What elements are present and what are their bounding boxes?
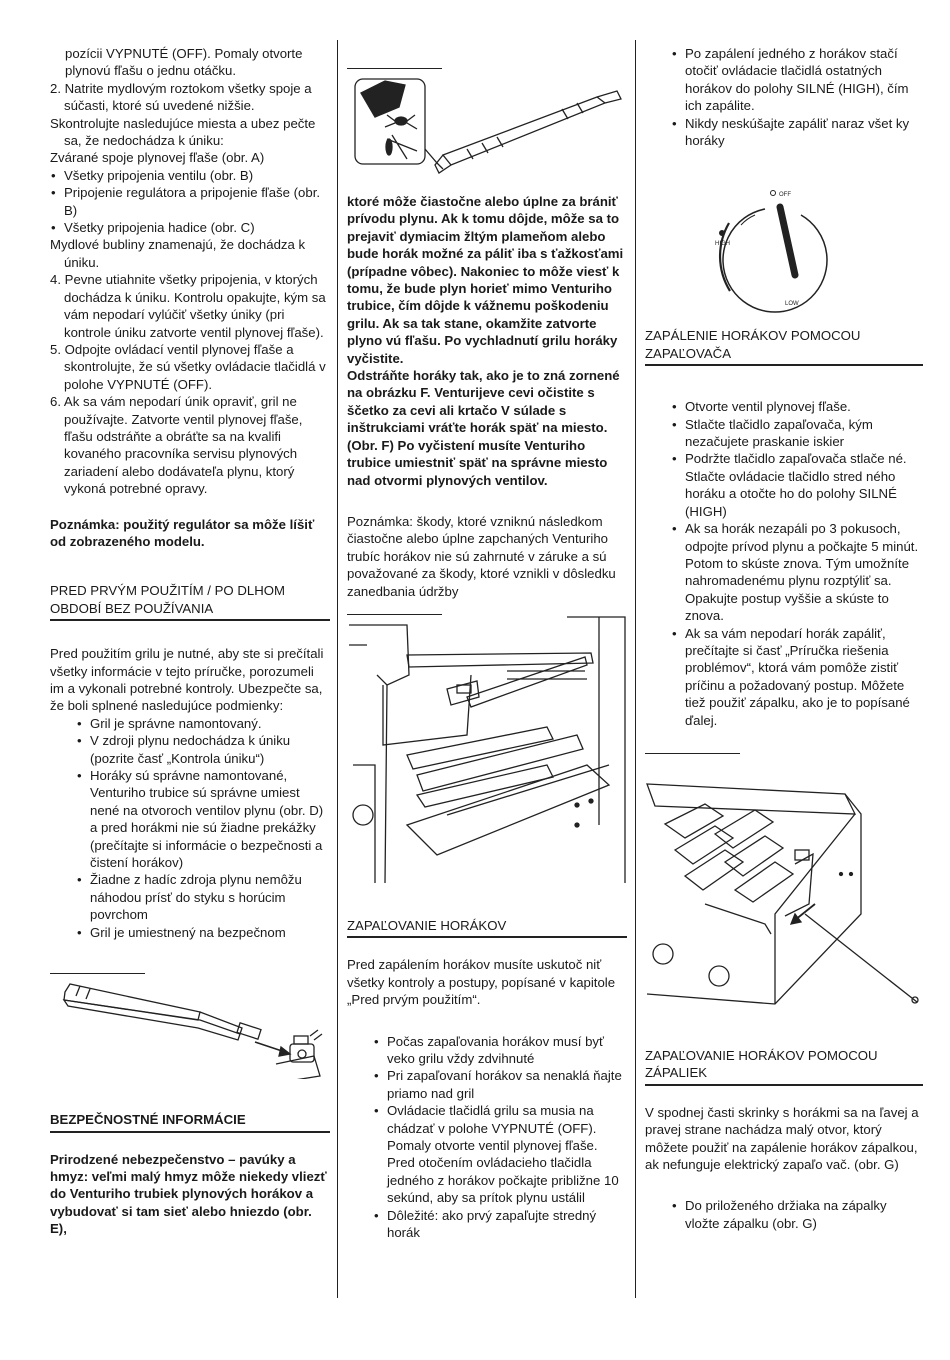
knob-low-label: LOW [785, 301, 799, 308]
figure-control-knob [645, 163, 923, 313]
first-use-intro: Pred použitím grilu je nutné, aby ste si prečítali všetky informácie v tejto príručke, porozumeli im a vykonali potrebné kontroly. Ubezpečte sa, že boli splnené nasledujúce podmienky: [50, 646, 324, 714]
welded-joints: Zvárané spoje plynovej fľaše (obr. A) [50, 150, 265, 166]
check-intro: Skontrolujte nasledujúce miesta a ubez pečte sa, že nedochádza k úniku: [50, 115, 316, 149]
checks-list [50, 167, 330, 237]
step5: 5. Odpojte ovládací ventil plynovej fľaše a skontrolujte, že sú všetky ovládacie tlačidlá v polohe VYPNUTÉ (OFF). [50, 341, 326, 392]
knob-off-label: OFF [779, 192, 791, 199]
list-item: • Všetky pripojenia hadice (obr. C) [50, 219, 330, 236]
figure-g-match-holder [645, 754, 923, 1029]
list-item: • Ak sa vám nepodarí horák zapáliť, prečítajte si časť „Príručka riešenia problémov“, ktorá vám pomôže zistiť príčinu a požadovaný postup. Môžete tiež použiť zápalku, ako je to popísané ďalej. [671, 625, 923, 729]
regulator-note: Poznámka: použitý regulátor sa môže líšiť od zobrazeného modelu. [50, 516, 315, 549]
list-item: • Horáky sú správne namontované, Venturiho trubice sú správne umiest nené na otvoroch ventilov plynu (obr. D) a pred horákmi nie sú žiadne prekážky (prečítajte si informácie o bezpečnosti a čistení horákov) [76, 767, 330, 871]
figure-f-remove-burner [347, 615, 627, 885]
step6: 6. Ak sa vám nepodarí únik opraviť, gril ne používajte. Zatvorte ventil plynovej fľaše, fľašu odstráňte a obráťte sa na kvalifi kovaného pracovníka servisu plynových zariadení alebo dodávateľa plynu, ktorý vykoná potrebné opravy. [50, 394, 303, 497]
heading-igniter: ZAPÁLENIE HORÁKOV POMOCOU ZAPAĽOVAČA [645, 327, 923, 366]
list-item: • V zdroji plynu nedochádza k úniku (pozrite časť „Kontrola úniku“) [76, 732, 330, 767]
list-item: • Žiadne z hadíc zdroja plynu nemôžu náhodou prísť do styku s horúcim povrchom [76, 871, 330, 923]
ignition-list [373, 1033, 627, 1242]
step1-continued: pozícii VYPNUTÉ (OFF). Pomaly otvorte plynovú fľašu o jednu otáčku. [65, 46, 303, 79]
list-item: • Stlačte tlačidlo zapaľovača, kým nezačujete praskanie iskier [671, 416, 923, 451]
list-item: • Po zapálení jedného z horákov stačí otočiť ovládacie tlačidlá ostatných horákov do polohy SILNÉ (HIGH), čím ich zapálite. [671, 45, 923, 115]
heading-match: ZAPAĽOVANIE HORÁKOV POMOCOU ZÁPALIEK [645, 1047, 923, 1086]
list-item: • Ovládacie tlačidlá grilu sa musia na chádzať v polohe VYPNUTÉ (OFF). Pomaly otvorte ventil plynovej fľaše. Pred otočením ovládacieho tlačidla jedného z horákov počkajte približne 10 sekúnd, aby sa prítok plynu ustálil [373, 1102, 627, 1206]
ignition-intro: Pred zapálením horákov musíte uskutoč niť všetky kontroly a postupy, popísané v kapitole „Pred prvým použitím“. [347, 957, 616, 1008]
heading-ignition: ZAPAĽOVANIE HORÁKOV [347, 917, 627, 938]
list-item: • Podržte tlačidlo zapaľovača stlače né. Stlačte ovládacie tlačidlo stred ného horáku a otočte ho do polohy SILNÉ (HIGH) [671, 450, 923, 520]
match-list [671, 1197, 923, 1232]
list-item: • Dôležité: ako prvý zapaľujte stredný horák [373, 1207, 627, 1242]
knob-high-label: HIGH [715, 241, 730, 248]
heading-safety: BEZPEČNOSTNÉ INFORMÁCIE [50, 1111, 330, 1132]
safety-warning-continued: ktoré môže čiastočne alebo úplne za brániť prívodu plynu. Ak k tomu dôjde, môže sa to prejaviť dymiacim žltým plameňom alebo bude horák možné za páliť iba s ťažkosťami (prípadne vôbec). Nakoniec to môže viesť k tomu, že bude plyn horieť mimo Venturiho trubice, čím dôjde k vážnemu poškodeniu grilu. Ak sa tak stane, okamžite zatvorte plyno vú fľašu. Po vychladnutí grilu horáky vyčistite. [347, 194, 624, 366]
list-item: • Pripojenie regulátora a pripojenie fľaše (obr. B) [50, 184, 330, 219]
column-1 [50, 45, 330, 1238]
list-item: • Počas zapaľovania horákov musí byť veko grilu vždy zdvihnuté [373, 1033, 627, 1068]
list-item: • Všetky pripojenia ventilu (obr. B) [50, 167, 330, 184]
warranty-note: Poznámka: škody, ktoré vzniknú následkom čiastočne alebo úplne zapchaných Venturiho trubíc horákov nie sú zahrnuté v záruke a sú považované za škody, ktoré vznikli v dôsledku zanedbania údržby [347, 513, 616, 599]
list-item: • Ak sa horák nezapáli po 3 pokusoch, odpojte prívod plynu a počkajte 5 minút. Potom to skúste znova. Tým umožníte nahromadenému plynu rozptýliť sa. Opakujte postup vyššie a skúste to znova. [671, 520, 923, 624]
list-item: • Otvorte ventil plynovej fľaše. [671, 398, 923, 415]
list-item: • Pri zapaľovaní horákov sa nenaklá ňajte priamo nad gril [373, 1067, 627, 1102]
list-item: • Gril je umiestnený na bezpečnom [76, 924, 330, 941]
column-divider-right [635, 40, 636, 1298]
column-3 [645, 45, 923, 1232]
list-item: • Nikdy neskúšajte zapáliť naraz všet ky horáky [671, 115, 923, 150]
igniter-list [671, 398, 923, 729]
bubbles-note: Mydlové bubliny znamenajú, že dochádza k úniku. [50, 237, 306, 270]
safety-warning: Prirodzené nebezpečenstvo – pavúky a hmyz: veľmi malý hmyz môže niekedy vliezť do Venturiho trubiek plynových horákov a vybudovať si tam sieť alebo hniezdo (obr. E), [50, 1151, 327, 1237]
column-2 [347, 68, 627, 1241]
ignition-list-continued [671, 45, 923, 149]
step2: 2. Natrite mydlovým roztokom všetky spoje a súčasti, ktoré sú uvedené nižšie. [50, 80, 312, 114]
figure-e-spiders-in-venturi [347, 69, 627, 179]
list-item: • Do priloženého držiaka na zápalky vložte zápalku (obr. G) [671, 1197, 923, 1232]
heading-first-use: PRED PRVÝM POUŽITÍM / PO DLHOM OBDOBÍ BEZ POUŽÍVANIA [50, 582, 330, 621]
cleaning-instructions: Odstráňte horáky tak, ako je to zná zornené na obrázku F. Venturijeve cevi očistite s ščetko za cevi ali krtačo V súlade s inštrukciami vráťte horák späť na miesto. (Obr. F) Po vyčistení musíte Venturiho trubice umiestniť späť na správne miesto nad otvormi plynových ventilov. [347, 368, 620, 488]
column-divider-left [337, 40, 338, 1298]
step4: 4. Pevne utiahnite všetky pripojenia, v ktorých dochádza k úniku. Kontrolu opakujte, kým sa vám nepodarí vylúčiť všetky úniky (pri kontrole úniku zatvorte ventil plynovej fľaše). [50, 272, 326, 340]
conditions-list [76, 715, 330, 941]
match-intro: V spodnej časti skrinky s horákmi sa na ľavej a pravej strane nachádza malý otvor, ktorý môžete použiť na zapálenie horákov zápalkou, ak nefunguje elektrický zapaľo vač. (obr. G) [645, 1104, 919, 1172]
list-item: • Gril je správne namontovaný. [76, 715, 330, 732]
figure-d-venturi-on-valve [50, 974, 330, 1079]
